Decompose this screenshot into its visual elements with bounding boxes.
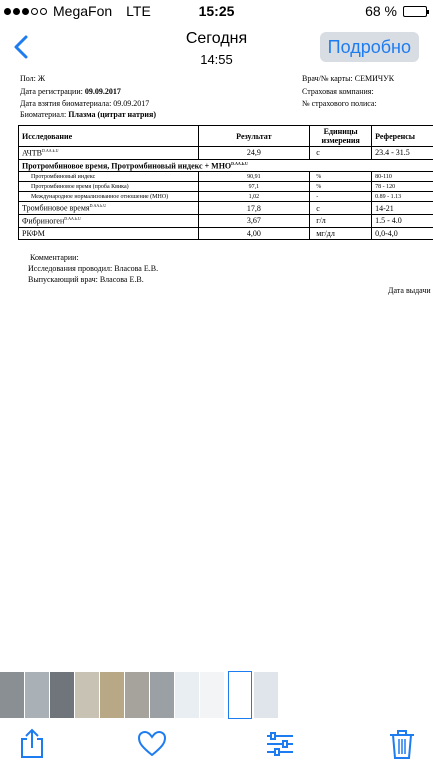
- biomaterial: [20, 110, 156, 119]
- table-row: [19, 147, 433, 160]
- row-reference: 14-21: [372, 202, 433, 215]
- table-row: [19, 172, 433, 182]
- row-reference: 0.89 - 1.13: [372, 192, 433, 202]
- biomaterial-label: Биоматериал:: [20, 110, 67, 119]
- battery-percent: 68 %: [365, 3, 397, 19]
- row-reference: 80-110: [372, 172, 433, 182]
- table-row: [19, 214, 433, 227]
- photo-thumbnail[interactable]: [25, 672, 49, 718]
- photo-thumbnail[interactable]: [279, 672, 303, 718]
- navigation-bar: [0, 22, 433, 70]
- carrier-name: MegaFon: [53, 3, 113, 19]
- row-study: [19, 172, 199, 182]
- row-unit: мг/дл: [310, 227, 372, 239]
- header-result: Результат: [198, 126, 310, 147]
- row-reference: 78 - 120: [372, 182, 433, 192]
- registration-date-label: Дата регистрации:: [20, 87, 83, 96]
- row-unit: -: [310, 192, 372, 202]
- row-result: 3,67: [198, 214, 310, 227]
- nav-title: Сегодня: [185, 30, 248, 47]
- row-study: [19, 147, 199, 160]
- battery-icon: [403, 6, 427, 17]
- row-unit: %: [310, 182, 372, 192]
- row-result: 97,1: [198, 182, 310, 192]
- heart-icon[interactable]: [136, 728, 168, 760]
- row-result: 4,00: [198, 227, 310, 239]
- details-button[interactable]: Подробно: [320, 32, 419, 62]
- row-reference: 0,0-4,0: [372, 227, 433, 239]
- photo-thumbnail[interactable]: [0, 672, 24, 718]
- insurance-company: Страховая компания:: [302, 87, 374, 96]
- row-study: [19, 227, 199, 239]
- status-right: [365, 3, 427, 19]
- table-row: [19, 192, 433, 202]
- performed-by: Исследования проводил: Власова Е.В.: [28, 264, 159, 273]
- row-group-name: [19, 159, 433, 172]
- row-unit: с: [310, 202, 372, 215]
- clock: 15:25: [198, 3, 235, 19]
- lab-report-image: [18, 72, 433, 302]
- status-bar: [0, 0, 433, 22]
- row-unit: %: [310, 172, 372, 182]
- row-name: АЧТВ: [22, 148, 42, 158]
- share-icon[interactable]: [16, 728, 48, 760]
- issue-date: Дата выдачи: [388, 286, 431, 295]
- table-header-row: [19, 126, 433, 147]
- row-unit: с: [310, 147, 372, 160]
- row-result: 1,02: [198, 192, 310, 202]
- row-result: 24,9: [198, 147, 310, 160]
- row-study: [19, 202, 199, 215]
- photo-thumbnail[interactable]: [200, 672, 224, 718]
- row-name: Тромбиновое время: [22, 203, 90, 213]
- row-unit: г/л: [310, 214, 372, 227]
- table-row: [19, 202, 433, 215]
- registration-date: [20, 87, 121, 96]
- patient-sex: Пол: Ж: [20, 74, 46, 83]
- table-row: [19, 159, 433, 172]
- row-reference: 23.4 - 31.5: [372, 147, 433, 160]
- sample-date: Дата взятия биоматериала: 09.09.2017: [20, 99, 150, 108]
- insurance-policy: № страхового полиса:: [302, 99, 377, 108]
- row-name: Международное нормализованное отношение (МНО): [31, 193, 169, 200]
- biomaterial-value: Плазма (цитрат натрия): [68, 110, 157, 119]
- row-reference: 1.5 - 4.0: [372, 214, 433, 227]
- row-superscript: D.AA.k.U: [64, 215, 81, 221]
- registration-date-value: 09.09.2017: [84, 87, 121, 96]
- photo-thumbnail[interactable]: [254, 672, 278, 718]
- nav-subtitle: 14:55: [200, 52, 233, 67]
- doctor-card: Врач/№ карты: СЕМИЧУК: [302, 74, 395, 83]
- trash-icon[interactable]: [386, 728, 418, 760]
- row-name: Фибриноген: [22, 216, 65, 226]
- comments: Комментарии:: [30, 253, 79, 262]
- photo-thumbnail[interactable]: [100, 672, 124, 718]
- header-units: Единицы измерения: [310, 126, 372, 147]
- sliders-icon[interactable]: [264, 728, 296, 760]
- bottom-toolbar: [0, 718, 433, 770]
- row-study: [19, 214, 199, 227]
- photo-thumbnail[interactable]: [50, 672, 74, 718]
- photo-thumbnail[interactable]: [150, 672, 174, 718]
- row-name: Протромбиновый индекс: [31, 173, 96, 180]
- header-reference: Референсы: [372, 126, 433, 147]
- row-name: Протромбиновое время (проба Квика): [31, 183, 129, 190]
- network-type: LTE: [126, 3, 151, 19]
- row-study: [19, 182, 199, 192]
- row-result: 90,91: [198, 172, 310, 182]
- photo-thumbnail[interactable]: [175, 672, 199, 718]
- photo-thumbnail[interactable]: [125, 672, 149, 718]
- photo-thumbnail[interactable]: [75, 672, 99, 718]
- row-name: РКФМ: [22, 228, 45, 238]
- row-superscript: D.AA.k.U: [41, 148, 59, 153]
- table-row: [19, 182, 433, 192]
- photo-thumbnail[interactable]: [229, 672, 251, 718]
- header-study: Исследование: [19, 126, 199, 147]
- row-study: [19, 192, 199, 202]
- table-row: [19, 227, 433, 239]
- row-superscript: D.AA.k.U: [89, 203, 107, 209]
- row-superscript: D.AA.k.U: [231, 160, 248, 166]
- issuing-doctor: Выпускающий врач: Власова Е.В.: [28, 275, 144, 284]
- thumbnail-strip[interactable]: [0, 672, 433, 718]
- row-result: 17,8: [198, 202, 310, 215]
- results-table: [18, 125, 433, 240]
- row-name: Протромбиновое время, Протромбиновый индекс + МНО: [22, 161, 232, 171]
